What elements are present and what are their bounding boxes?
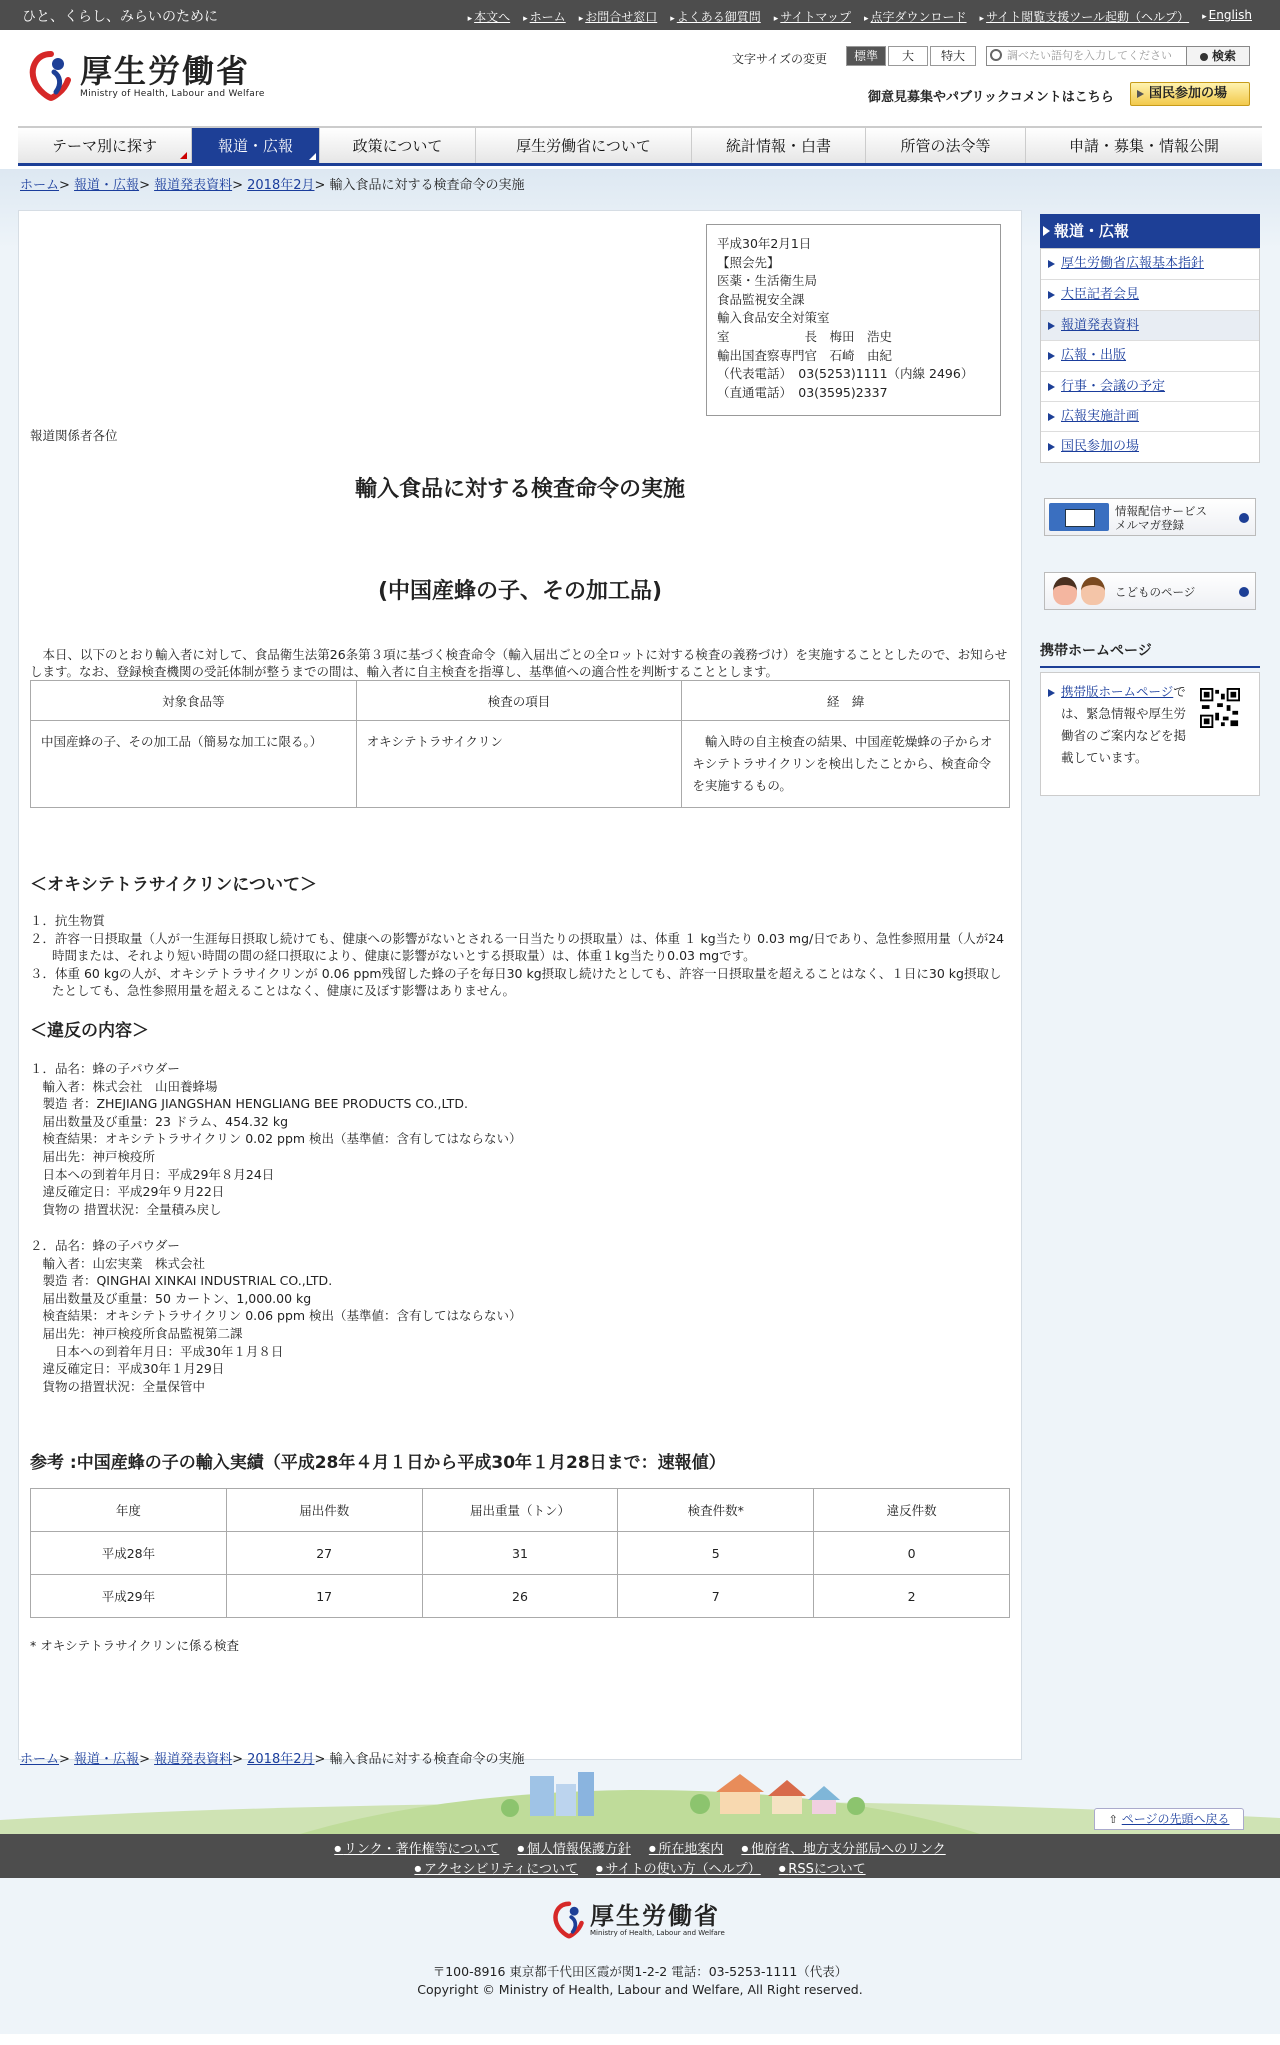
mail-magazine-banner[interactable]	[1044, 498, 1256, 536]
nav-theme[interactable]: テーマ別に探す	[18, 128, 192, 163]
table-cell: 平成29年	[31, 1575, 227, 1618]
table-cell: 平成28年	[31, 1532, 227, 1575]
tagline: ひと、くらし、みらいのために	[22, 9, 218, 25]
table-header: 検査の項目	[356, 681, 682, 721]
contact-label: 【照会先】	[717, 254, 780, 270]
top-link-sitemap[interactable]: ▸ サイトマップ	[774, 8, 851, 25]
nav-press[interactable]: 報道・広報	[192, 128, 320, 163]
town-illustration-icon	[0, 1768, 1280, 1834]
chevron-right-icon	[1239, 587, 1249, 597]
breadcrumb-month[interactable]: 2018年2月	[247, 178, 315, 193]
sidebar-item-pr-guidelines[interactable]	[1041, 249, 1259, 279]
breadcrumb-press[interactable]: 報道・広報	[74, 1752, 140, 1767]
sidebar-item-pr-plan[interactable]	[1041, 401, 1259, 431]
sidebar-item-participation[interactable]	[1041, 431, 1259, 461]
list-item: ３．体重 60 kgの人が、オキシテトラサイクリンが 0.06 ppm残留した蜂の子を毎日30 kg摂取し続けたとしても、許容一日摂取量を超えることはなく、１日に30 kg摂取したとしても、急性参照用量を超えることはなく、健康に及ぼす影響はありません。	[30, 965, 1002, 999]
mail-banner-line1: 情報配信サービス	[1115, 504, 1207, 518]
sidebar-item-label: 行事・会議の予定	[1061, 378, 1166, 394]
table-cell: 輸入時の自主検査の結果、中国産乾燥蜂の子からオキシテトラサイクリンを検出したことから、検査命令を実施するもの。	[682, 721, 1010, 808]
table-header: 届出件数	[226, 1489, 422, 1532]
table-cell: オキシテトラサイクリン	[356, 721, 682, 808]
footer-link-privacy[interactable]: ● 個人情報保護方針	[517, 1838, 631, 1857]
table-header: 検査件数*	[618, 1489, 814, 1532]
breadcrumb-releases[interactable]: 報道発表資料	[154, 178, 233, 193]
participation-button[interactable]: 国民参加の場	[1130, 82, 1250, 106]
top-link-browse-aid[interactable]: ▸ サイト閲覧支援ツール起動（ヘルプ）	[980, 8, 1190, 25]
table-header: 経 緯	[682, 681, 1010, 721]
addressee: 報道関係者各位	[30, 428, 118, 443]
sidebar-item-label: 報道発表資料	[1061, 317, 1140, 333]
nav-applications[interactable]: 申請・募集・情報公開	[1068, 137, 1219, 155]
qr-code-icon	[1200, 688, 1240, 728]
breadcrumb-home[interactable]: ホーム	[20, 1752, 60, 1767]
logo-title: 厚生労働省	[80, 52, 251, 90]
contact-office: 輸入食品安全対策室	[717, 310, 830, 326]
table-cell: 2	[814, 1575, 1010, 1618]
import-record-table	[30, 1488, 1010, 1618]
sidebar-item-label: 大臣記者会見	[1061, 287, 1140, 303]
table-header: 違反件数	[814, 1489, 1010, 1532]
breadcrumb-home[interactable]: ホーム	[20, 178, 60, 193]
table-header-row	[31, 1489, 1010, 1532]
footer-logo[interactable]	[552, 1900, 725, 1940]
contact-officer: 輸出国査察専門官 石崎 由紀	[717, 347, 893, 363]
sidebar-item-events[interactable]	[1041, 371, 1259, 401]
table-header: 年度	[31, 1489, 227, 1532]
breadcrumb: ホーム> 報道・広報> 報道発表資料> 2018年2月> 輸入食品に対する検査命令の実施	[20, 178, 525, 193]
table-cell: 26	[422, 1575, 618, 1618]
font-size-large-button[interactable]: 大	[888, 46, 928, 66]
footer-logo-subtitle: Ministry of Health, Labour and Welfare	[590, 1929, 725, 1937]
table-row	[31, 1575, 1010, 1618]
kids-page-banner[interactable]	[1044, 572, 1256, 610]
chevron-right-icon	[1239, 513, 1249, 523]
footer-link-location[interactable]: ● 所在地案内	[649, 1838, 724, 1857]
global-nav	[18, 126, 1262, 166]
mobile-heading: 携帯ホームページ	[1040, 640, 1260, 668]
nav-statistics[interactable]: 統計情報・白書	[692, 128, 866, 163]
violation-2: ２．品名：蜂の子パウダー 輸入者：山宏実業 株式会社 製造 者：QINGHAI XINKAI INDUSTRIAL CO.,LTD. 届出数量及び重量：50 カートン、1,000.00 kg 検査結果：オキシテトラサイクリン 0.06 ppm 検出（基準値：含有してはならない） 届出先：神戸検疫所食品監視第二課 日本への到着年月日：平成30年１月８日 違反確定日：平成30年１月29日 貨物の措置状況：全量保管中	[30, 1238, 522, 1394]
contact-division: 食品監視安全課	[717, 291, 805, 307]
table-cell: 27	[226, 1532, 422, 1575]
footer-logo-title: 厚生労働省	[590, 1901, 720, 1930]
sidebar-heading[interactable]: 報道・広報	[1040, 214, 1260, 248]
sidebar-item-press-conference[interactable]	[1041, 279, 1259, 309]
header	[0, 30, 1280, 126]
logo-mark-icon	[552, 1900, 586, 1940]
sidebar-item-press-releases[interactable]	[1041, 310, 1259, 340]
violation-1: １．品名：蜂の子パウダー 輸入者：株式会社 山田養蜂場 製造 者：ZHEJIANG JIANGSHAN HENGLIANG BEE PRODUCTS CO.,LTD. 届出数量及び重量：23 ドラム、454.32 kg 検査結果：オキシテトラサイクリン 0.02 ppm 検出（基準値：含有してはならない） 届出先：神戸検疫所 日本への到着年月日：平成29年８月24日 違反確定日：平成29年９月22日 貨物の 措置状況：全量積み戻し	[30, 1061, 522, 1217]
site-logo[interactable]	[28, 50, 265, 102]
table-cell: 7	[618, 1575, 814, 1618]
search-button[interactable]: 検索	[1186, 46, 1250, 66]
top-links	[468, 8, 1252, 25]
contact-bureau: 医薬・生活衛生局	[717, 273, 818, 289]
table-cell: 5	[618, 1532, 814, 1575]
table-cell: 0	[814, 1532, 1010, 1575]
release-date: 平成30年2月1日	[717, 236, 812, 251]
footer-link-copyright[interactable]: ● リンク・著作権等について	[334, 1838, 499, 1857]
order-table	[30, 680, 1010, 808]
nav-laws[interactable]: 所管の法令等	[866, 128, 1026, 163]
top-link-skip[interactable]: ▸ 本文へ	[468, 8, 511, 25]
logo-subtitle: Ministry of Health, Labour and Welfare	[80, 89, 265, 99]
top-link-braille[interactable]: ▸ 点字ダウンロード	[864, 8, 967, 25]
breadcrumb-press[interactable]: 報道・広報	[74, 178, 140, 193]
table-row	[31, 1532, 1010, 1575]
top-link-faq[interactable]: ▸ よくある御質問	[670, 8, 761, 25]
section-heading: ＜オキシテトラサイクリンについて＞	[30, 875, 317, 895]
breadcrumb-month[interactable]: 2018年2月	[247, 1752, 315, 1767]
sidebar-item-label: 広報・出版	[1061, 348, 1127, 364]
list-item: ２．許容一日摂取量（人が一生涯毎日摂取し続けても、健康への影響がないとされる一日当たりの摂取量）は、体重 １ kg当たり 0.03 mg/日であり、急性参照用量（人が24時間または、それより短い時間の間の経口摂取により、健康に影響がないとする摂取量）は、体重１kg当たり0.03 mgです。	[30, 930, 1005, 964]
public-comment-link[interactable]: 御意見募集やパブリックコメントはこちら	[868, 90, 1114, 105]
table-cell: 31	[422, 1532, 618, 1575]
footer-link-help[interactable]: ● サイトの使い方（ヘルプ）	[596, 1858, 761, 1877]
sidebar-item-publications[interactable]	[1041, 340, 1259, 370]
contact-tel-main: （代表電話） 03(5253)1111（内線 2496）	[717, 366, 974, 382]
top-link-home[interactable]: ▸ ホーム	[523, 8, 566, 25]
oxytetracycline-list	[30, 912, 1010, 1000]
search-input[interactable]: 調べたい語句を入力してください	[986, 46, 1190, 66]
logo-mark-icon	[28, 50, 74, 102]
footer-address: 〒100-8916 東京都千代田区霞が関1-2-2 電話：03-5253-1111（代表）	[432, 1964, 848, 1979]
sidebar-item-label: 厚生労働省広報基本指針	[1061, 256, 1205, 271]
breadcrumb-current: 輸入食品に対する検査命令の実施	[329, 1752, 525, 1767]
table-header: 対象食品等	[31, 681, 357, 721]
footer-links	[0, 1834, 1280, 1878]
footer-link-accessibility[interactable]: ● アクセシビリティについて	[414, 1858, 578, 1877]
section-heading: ＜違反の内容＞	[30, 1021, 149, 1041]
list-item: １．抗生物質	[30, 913, 106, 928]
font-size-standard-button[interactable]: 標準	[846, 46, 886, 66]
page-subtitle: (中国産蜂の子、その加工品)	[377, 579, 663, 604]
page-title: 輸入食品に対する検査命令の実施	[354, 477, 685, 502]
intro-text: 本日、以下のとおり輸入者に対して、食品衛生法第26条第３項に基づく検査命令（輸入届出ごとの全ロットに対する検査の義務づけ）を実施することとしたので、お知らせします。なお、登録検査機関の受託体制が整うまでの間は、輸入者に自主検査を指導し、基準値への適合性を判断することとします。	[30, 647, 1008, 679]
sidebar-item-label: 広報実施計画	[1061, 408, 1140, 424]
top-link-contact[interactable]: ▸ お問合せ窓口	[579, 8, 658, 25]
page-top-button[interactable]	[1094, 1808, 1244, 1830]
kids-icon	[1051, 577, 1109, 607]
table-header: 届出重量（トン）	[422, 1489, 618, 1532]
contact-head: 室 長 梅田 浩史	[717, 328, 893, 344]
mail-banner-line2: メルマガ登録	[1115, 518, 1184, 532]
mobile-site-link[interactable]: 携帯版ホームページ	[1061, 684, 1174, 699]
contact-box	[706, 224, 1001, 416]
envelope-icon	[1049, 503, 1109, 531]
search-icon	[990, 49, 1002, 61]
nav-policy[interactable]: 政策について	[320, 128, 476, 163]
breadcrumb-releases[interactable]: 報道発表資料	[154, 1752, 233, 1767]
sidebar-menu	[1040, 248, 1260, 463]
table-header-row	[31, 681, 1010, 721]
footer-link-rss[interactable]: ● RSSについて	[779, 1858, 866, 1877]
table-note: * オキシテトラサイクリンに係る検査	[30, 1638, 239, 1653]
reference-heading: 参考 :中国産蜂の子の輸入実績（平成28年４月１日から平成30年１月28日まで：速報値）	[30, 1453, 726, 1473]
mobile-description: では、緊急情報や厚生労働省のご案内などを掲載しています。	[1061, 684, 1187, 765]
font-size-label: 文字サイズの変更	[732, 52, 828, 66]
table-cell: 中国産蜂の子、その加工品（簡易な加工に限る。）	[31, 721, 357, 808]
table-row	[31, 721, 1010, 808]
sidebar-item-label: 国民参加の場	[1061, 439, 1140, 455]
page-top-label: ページの先頭へ戻る	[1121, 1812, 1230, 1826]
font-size-xlarge-button[interactable]: 特大	[930, 46, 976, 66]
top-link-english[interactable]: ▸ English	[1202, 8, 1252, 25]
table-cell: 17	[226, 1575, 422, 1618]
kids-banner-label: こどものページ	[1115, 585, 1196, 599]
contact-tel-direct: （直通電話） 03(3595)2337	[717, 384, 888, 400]
breadcrumb-current: 輸入食品に対する検査命令の実施	[329, 178, 525, 193]
footer-copyright: Copyright © Ministry of Health, Labour and Welfare, All Right reserved.	[417, 1982, 863, 1997]
breadcrumb-bottom: ホーム> 報道・広報> 報道発表資料> 2018年2月> 輸入食品に対する検査命令の実施	[20, 1752, 525, 1767]
footer-link-other-ministries[interactable]: ● 他府省、地方支分部局へのリンク	[741, 1838, 945, 1857]
nav-about[interactable]: 厚生労働省について	[476, 128, 692, 163]
top-bar	[0, 0, 1280, 30]
